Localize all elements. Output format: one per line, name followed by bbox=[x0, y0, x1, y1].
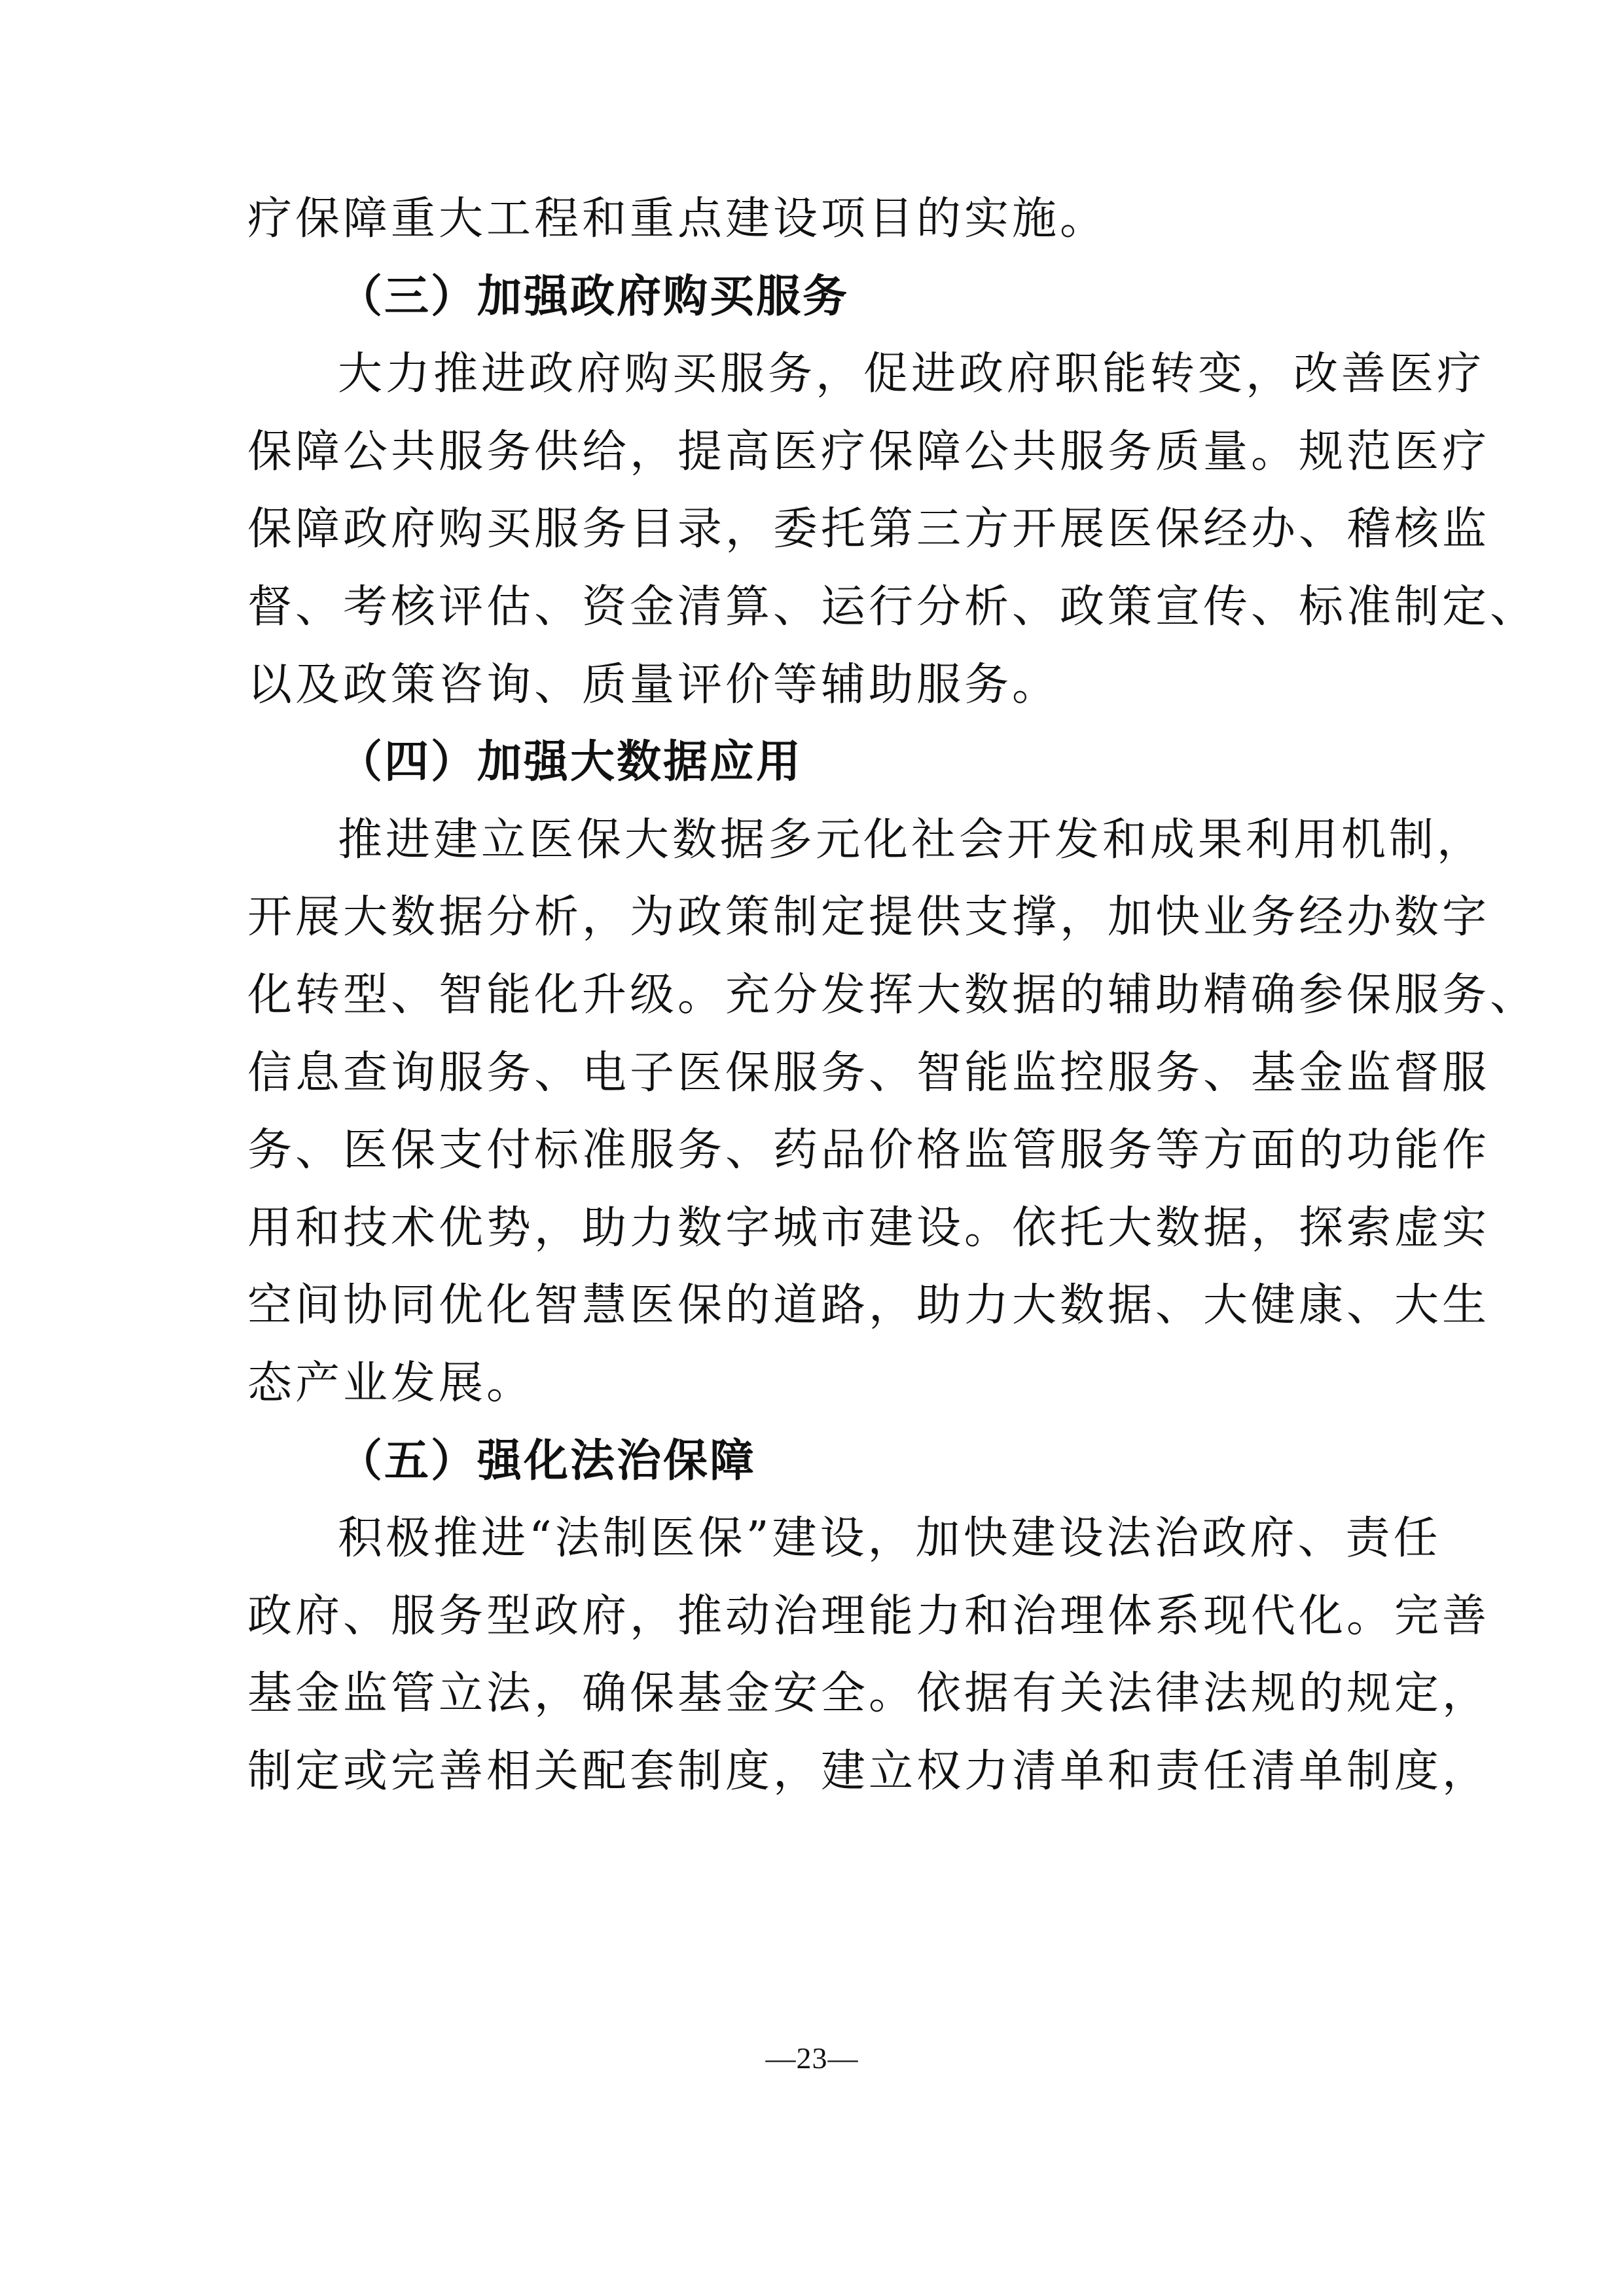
paragraph-line: 化转型、智能化升级。充分发挥大数据的辅助精确参保服务、 bbox=[247, 969, 1538, 1021]
paragraph-line: 保障公共服务供给，提高医疗保障公共服务质量。规范医疗 bbox=[247, 426, 1490, 478]
paragraph-line: 务、医保支付标准服务、药品价格监管服务等方面的功能作 bbox=[247, 1124, 1490, 1176]
paragraph-line: 信息查询服务、电子医保服务、智能监控服务、基金监督服 bbox=[247, 1047, 1490, 1099]
section-heading: （三）加强政府购买服务 bbox=[338, 271, 850, 323]
section-heading: （五）强化法治保障 bbox=[338, 1435, 757, 1487]
paragraph-line: 大力推进政府购买服务，促进政府职能转变，改善医疗 bbox=[338, 348, 1485, 400]
paragraph-line: 态产业发展。 bbox=[247, 1357, 535, 1409]
page-number: —23— bbox=[765, 2041, 859, 2075]
paragraph-line: 用和技术优势，助力数字城市建设。依托大数据，探索虚实 bbox=[247, 1202, 1490, 1254]
paragraph-line: 政府、服务型政府，推动治理能力和治理体系现代化。完善 bbox=[247, 1590, 1490, 1642]
paragraph-line: 空间协同优化智慧医保的道路，助力大数据、大健康、大生 bbox=[247, 1280, 1490, 1331]
paragraph-line: 积极推进“法制医保”建设，加快建设法治政府、责任 bbox=[338, 1513, 1441, 1564]
paragraph-line: 以及政策咨询、质量评价等辅助服务。 bbox=[247, 659, 1060, 711]
paragraph-line: 基金监管立法，确保基金安全。依据有关法律法规的规定， bbox=[247, 1668, 1490, 1719]
paragraph-line: 督、考核评估、资金清算、运行分析、政策宣传、标准制定、 bbox=[247, 581, 1538, 633]
section-heading: （四）加强大数据应用 bbox=[338, 736, 803, 788]
paragraph-line: 制定或完善相关配套制度，建立权力清单和责任清单制度， bbox=[247, 1746, 1490, 1797]
paragraph-line: 推进建立医保大数据多元化社会开发和成果利用机制， bbox=[338, 814, 1485, 866]
paragraph-line: 开展大数据分析，为政策制定提供支撑，加快业务经办数字 bbox=[247, 891, 1490, 943]
paragraph-line: 保障政府购买服务目录，委托第三方开展医保经办、稽核监 bbox=[247, 503, 1490, 555]
paragraph-line: 疗保障重大工程和重点建设项目的实施。 bbox=[247, 193, 1108, 245]
